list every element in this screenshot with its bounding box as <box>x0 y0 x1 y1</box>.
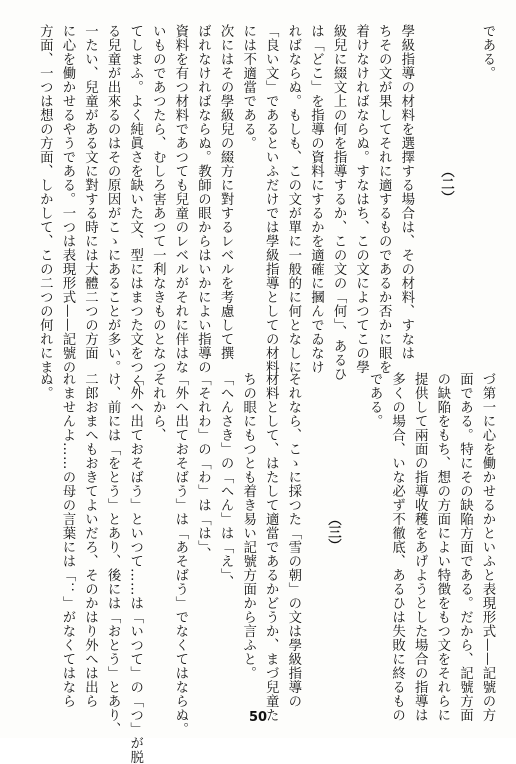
text-line: 「外へ出ておそばう」は「あそばう」でなくてはならぬ。 <box>172 372 188 736</box>
text-line: それから、 <box>150 372 166 442</box>
text-line: 「へんさき」の「へん」は「え」、 <box>218 372 234 590</box>
blank-line <box>457 24 475 344</box>
text-line: である。 <box>480 24 495 80</box>
text-line: 「それわ」の「わ」は「は」、 <box>195 372 211 562</box>
text-line: それなら、こゝに採つた「雪の朝」の文は學級指導の <box>285 372 301 708</box>
text-line: には不適當である。 <box>240 24 256 150</box>
text-line: 資料を有つ材料であつても兒童のレベルがそれに伴はな <box>172 24 188 374</box>
upper-text-block <box>33 24 498 388</box>
text-line: ちその文が果してそれに適するものであるか否かに眼を <box>376 24 392 374</box>
text-line: る兒童が出來るのはその原因がこゝにあることが多い。 <box>105 24 121 374</box>
text-line: ばれなければならぬ。教師の眼からはいかによい指導の <box>195 24 211 374</box>
text-line: の缺陥をもち、想の方面によい特徴をもつ文をそれらに <box>434 372 450 722</box>
text-line: 次にはその學級兒の綴方に對するレベルを考慮して撰 <box>218 24 234 360</box>
text-line: に心を働かせるやうである。一つは表現形式——記號の <box>59 24 75 374</box>
text-line: 材料として、はたして適當であるかどうか、まづ兒童た <box>263 372 279 722</box>
text-line: 提供して兩面の指導收穫をあげようとした場合の指導は <box>412 372 428 722</box>
text-line: 一たい、兒童がある文に對する時には大體二つの方面 <box>82 24 98 360</box>
text-line: ちの眼にもつとも着き易い記號方面から言ふと。 <box>240 372 256 680</box>
text-line: 「外へ出ておそばう」といつて……は「いつて」の「つ」が脱 <box>127 372 143 764</box>
text-line: てしまふ。よく純眞さを缺いた文、型にはまつた文をつく <box>127 24 143 388</box>
blank-line <box>304 372 322 692</box>
text-line: である。 <box>367 372 383 428</box>
text-line: け、前には「をとう」とあり、後には「おとう」とあり、 <box>105 372 121 736</box>
text-line: 着けなければならぬ。すなはち、この文によつてこの學 <box>353 24 369 374</box>
text-line: いものであつたら、むしろ害あつて一利なきものとなつ <box>150 24 166 374</box>
text-line: 面である。特にその缺陥方面である。だから、記號方面 <box>457 372 473 722</box>
text-line: 方面、一つは想の方面、しかして、この二つの何れにま <box>37 24 53 374</box>
text-line: 「良い文」であるといふだけでは學級指導としての材料 <box>263 24 279 374</box>
blank-line <box>417 24 435 344</box>
text-line: ぬ。 <box>37 372 53 400</box>
blank-line <box>344 372 362 692</box>
page-number: 50 <box>248 710 268 725</box>
section-heading-3: （三） <box>325 511 342 553</box>
text-line: 級兒に綴文上の何を指導するか、この文の「何」、あるひ <box>331 24 347 382</box>
text-line: れませんよ……の母の言葉には「：」がなくてはなら <box>59 372 75 708</box>
text-line: ればならぬ。もしも、この文が單に一般的に何となしに <box>285 24 301 374</box>
text-line: 多くの場合、いな必ず不徹底、あるひは失敗に終るもの <box>389 372 405 722</box>
section-heading-2: （二） <box>438 163 455 205</box>
text-line: は「どこ」を指導の資料にするかを適確に摑んでゐなけ <box>308 24 324 374</box>
text-line: 學級指導の材料を選擇する場合は、その材料、すなは <box>398 24 414 360</box>
text-line: づ第一に心を働かせるかといふと表現形式——記號の方 <box>480 372 495 722</box>
text-line: 二郎おまへもおきてよいだろ、そのかはり外へは出ら <box>82 372 98 708</box>
